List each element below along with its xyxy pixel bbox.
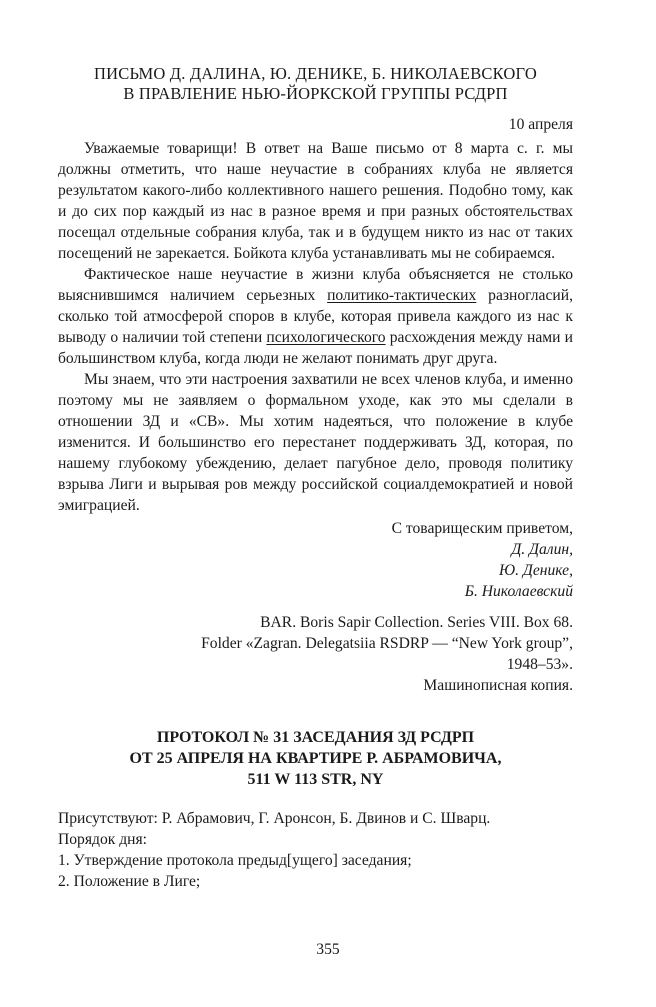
underlined-term-political: политико-тактических	[327, 287, 477, 304]
archival-source	[58, 612, 573, 696]
underlined-term-psychological: психологического	[266, 329, 386, 346]
letter-title	[58, 64, 573, 104]
page-number: 355	[316, 941, 340, 958]
source-line-4: Машинописная копия.	[423, 677, 573, 694]
letter-title-line-2: В ПРАВЛЕНИЕ НЬЮ-ЙОРКСКОЙ ГРУППЫ РСДРП	[123, 84, 508, 103]
paragraph-2-text-b: разногласий, сколько той атмосферой споров в клубе, которая привела каждого из нас к выводу о наличии той степени	[58, 287, 573, 346]
letter-closing	[58, 518, 573, 602]
letter-paragraph-2	[58, 264, 573, 369]
protocol-title-line-2: ОТ 25 АПРЕЛЯ НА КВАРТИРЕ Р. АБРАМОВИЧА,	[129, 750, 502, 767]
agenda-item-2: 2. Положение в Лиге;	[58, 873, 201, 890]
source-line-1: BAR. Boris Sapir Collection. Series VIII. Box 68.	[260, 614, 573, 631]
letter-title-line-1: ПИСЬМО Д. ДАЛИНА, Ю. ДЕНИКЕ, Б. НИКОЛАЕВСКОГО	[94, 64, 537, 83]
protocol-title-line-1: ПРОТОКОЛ № 31 ЗАСЕДАНИЯ ЗД РСДРП	[156, 729, 475, 746]
protocol-present: Присутствуют: Р. Абрамович, Г. Аронсон, Б. Двинов и С. Шварц.	[58, 810, 491, 827]
signature-denike: Ю. Денике,	[499, 562, 573, 579]
signature-dalin: Д. Далин,	[511, 541, 573, 558]
protocol-title-line-3: 511 W 113 STR, NY	[247, 771, 384, 788]
agenda-label: Порядок дня:	[58, 831, 148, 848]
agenda-item-1: 1. Утверждение протокола предыд[ущего] заседания;	[58, 852, 412, 869]
paragraph-2-text-c: расхождения между нами и большинством клуба, когда люди не желают понимать друг друга.	[58, 329, 573, 367]
letter-paragraph-1: Уважаемые товарищи! В ответ на Ваше письмо от 8 марта с. г. мы должны отметить, что наше неучастие в собраниях клуба не является результатом какого-либо коллективного нашего решения. Подобно тому, как и до сих пор каждый из нас в разное время и при разных обстоятельствах посещал отдельные собрания клуба, так и в будущем никто из нас от таких посещений не зарекается. Бойкота клуба устанавливать мы не собираемся.	[58, 140, 573, 262]
signature-nikolaevsky: Б. Николаевский	[464, 583, 573, 600]
closing-salutation: С товарищеским приветом,	[391, 520, 573, 537]
source-line-3: 1948–53».	[506, 656, 573, 673]
protocol-title	[58, 727, 573, 790]
source-line-2: Folder «Zagran. Delegatsiia RSDRP — “New York group”,	[201, 635, 573, 652]
letter-paragraph-3: Мы знаем, что эти настроения захватили не всех членов клуба, и именно поэтому мы не заявляем о формальном уходе, как это мы сделали в отношении ЗД и «СВ». Мы хотим надеяться, что положение в клубе изменится. И большинство его перестанет поддерживать ЗД, которая, по нашему глубокому убеждению, делает пагубное дело, проводя политику взрыва Лиги и вырывая ров между российской социалдемократией и новой эмиграцией.	[58, 371, 573, 514]
paragraph-2-text-a: Фактическое наше неучастие в жизни клуба объясняется не столько выяснившимся наличием серьезных	[58, 266, 573, 304]
letter-date: 10 апреля	[508, 116, 573, 133]
protocol-body	[58, 808, 573, 892]
